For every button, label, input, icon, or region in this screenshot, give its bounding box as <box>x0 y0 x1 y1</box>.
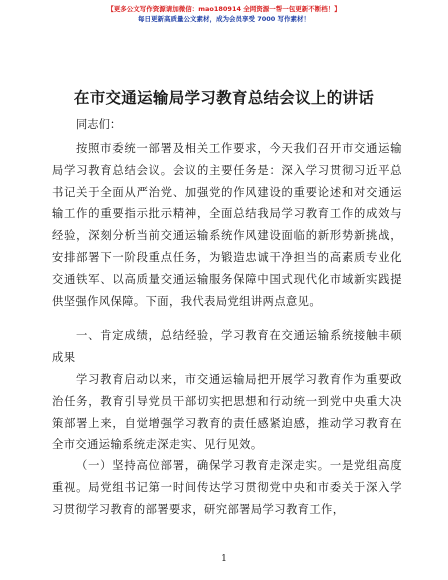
section-paragraph-1: 学习教育启动以来，市交通运输局把开展学习教育作为重要政治任务，教育引导党员干部切实把思想和行动统一到党中央重大决策部署上来，自觉增强学习教育的责任感紧迫感，推动学习教育在全市交通运输系统走深走实、见行见效。 <box>52 373 402 452</box>
promo-banner-line-2: 每日更新高质量公文素材，成为会员享受 7000 写作素材！ <box>137 15 311 23</box>
section-heading-1: 一、肯定成绩，总结经验，学习教育在交通运输系统接触丰硕成果 <box>52 329 402 364</box>
document-title: 在市交通运输局学习教育总结会议上的讲话 <box>73 88 375 107</box>
intro-paragraph: 按照市委统一部署及相关工作要求，今天我们召开市交通运输局学习教育总结会议。会议的主要任务是：深入学习贯彻习近平总书记关于全面从严治党、加强党的作风建设的重要论述和对交通运输工作的重要指示批示精神，全面总结我局学习教育工作的成效与经验，深刻分析当前交通运输系统作风建设面临的新形势新挑战，安排部署下一阶段重点任务，为锻造忠诚干净担当的高素质专业化交通铁军、以高质量交通运输服务保障中国式现代化市域新实践提供坚强作风保障。下面，我代表局党组讲两点意见。 <box>52 142 402 308</box>
promo-banner-line-1: 【更多公文写作资源请加微信：mao180914 全网资源一帮一包更新不断档！】 <box>107 5 341 13</box>
page-number: 1 <box>221 554 227 564</box>
subsection-paragraph-1: （一）坚持高位部署，确保学习教育走深走实。一是党组高度重视。局党组书记第一时间传达学习贯彻党中央和市委关于深入学习贯彻学习教育的部署要求，研究部署局学习教育工作， <box>52 459 402 516</box>
greeting: 同志们： <box>76 118 122 131</box>
